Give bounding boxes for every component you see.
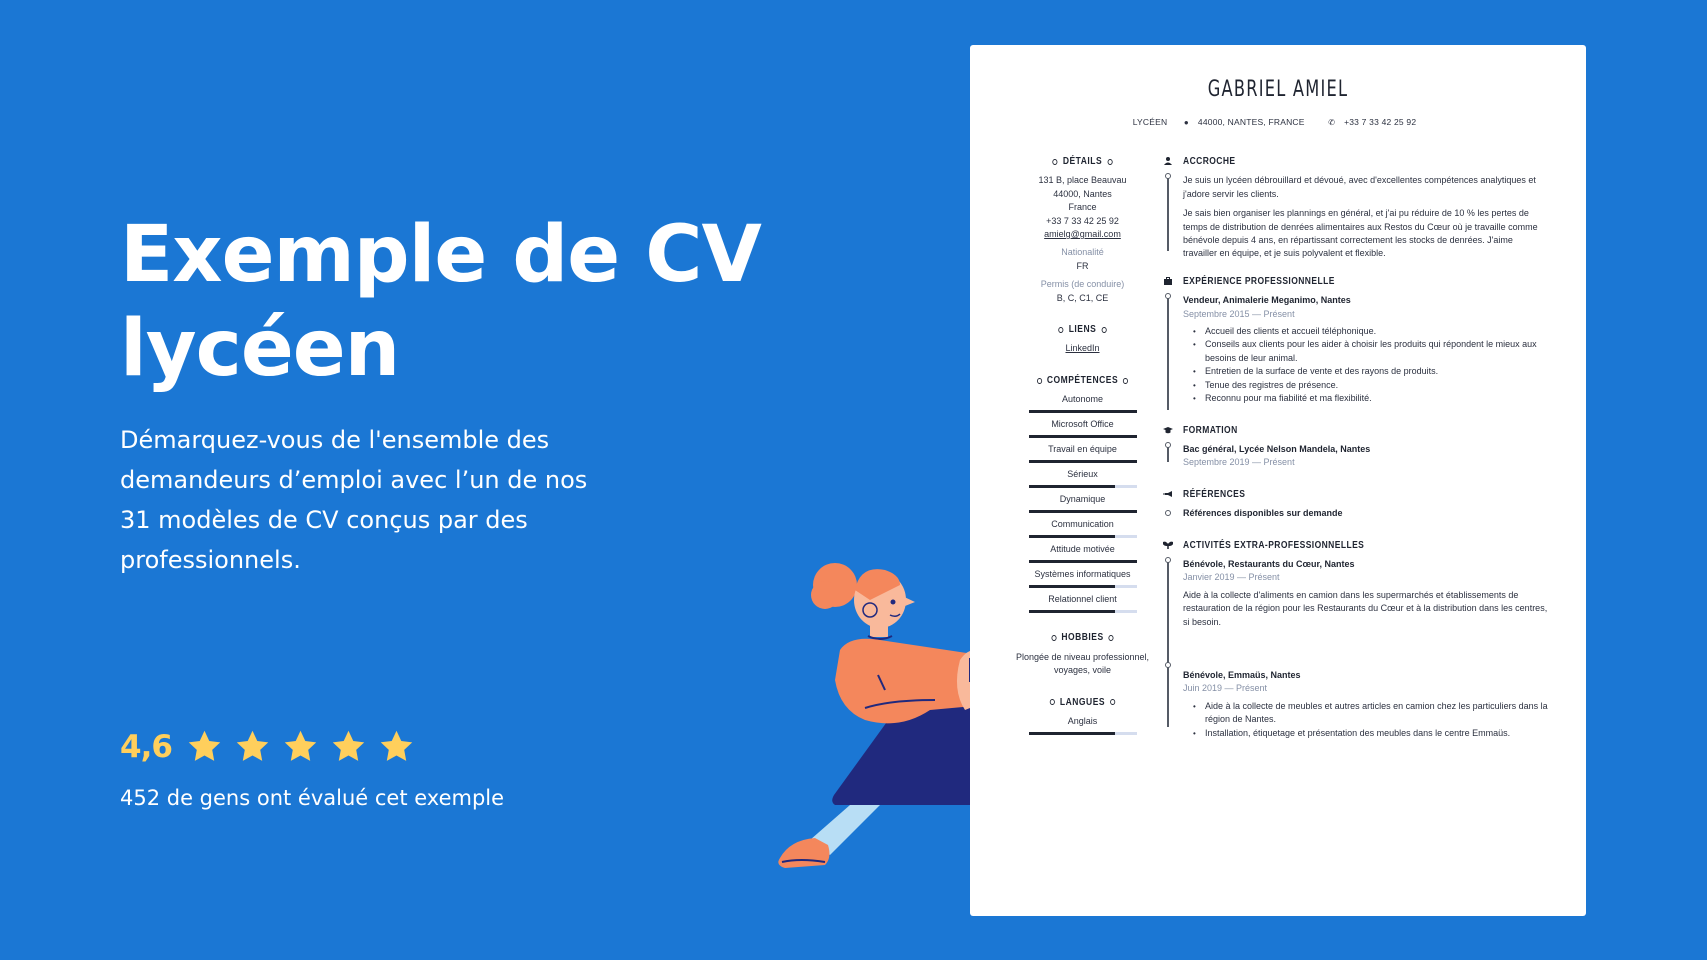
- cv-location: 44000, NANTES, FRANCE: [1197, 117, 1305, 127]
- cv-phone: +33 7 33 42 25 92: [1344, 117, 1417, 127]
- activity-text: Aide à la collecte d'aliments en camion dans les supermarchés et établissements de restauration de la région pour les Restaurants du Cœur et à la distribution dans les centres, si besoin.: [1183, 589, 1548, 627]
- hobbies-text: Plongée de niveau professionnel, voyages, voile: [1015, 651, 1150, 676]
- skill-item: Microsoft Office: [1029, 418, 1137, 438]
- bullet-circle-icon: [1101, 327, 1106, 333]
- languages-section: [1010, 696, 1155, 735]
- skill-level-bar: [1029, 410, 1137, 413]
- timeline-line: [1167, 175, 1169, 251]
- skill-level-bar: [1029, 435, 1137, 438]
- skill-level-bar: [1029, 460, 1137, 463]
- language-item: Anglais: [1029, 715, 1137, 735]
- job-title: Vendeur, Animalerie Meganimo, Nantes: [1183, 295, 1351, 306]
- person-icon: [1163, 156, 1173, 166]
- briefcase-icon: [1163, 276, 1173, 286]
- bullet-circle-icon: [1110, 699, 1115, 705]
- skill-level-bar: [1029, 510, 1137, 513]
- languages-heading: LANGUES: [1059, 696, 1106, 708]
- timeline-node: [1165, 293, 1171, 299]
- woman-pushing-illustration: [730, 540, 990, 880]
- activity-date: Juin 2019 — Présent: [1183, 683, 1268, 694]
- experience-heading: EXPÉRIENCE PROFESSIONNELLE: [1183, 275, 1335, 287]
- skill-item: Communication: [1029, 518, 1137, 538]
- summary-heading: ACCROCHE: [1183, 156, 1236, 167]
- rating: [120, 728, 426, 765]
- details-country: France: [1068, 202, 1097, 213]
- timeline-node: [1165, 442, 1171, 448]
- nationality-label: Nationalité: [1061, 247, 1104, 258]
- timeline-line: [1167, 295, 1169, 410]
- education-title: Bac général, Lycée Nelson Mandela, Nantes: [1183, 443, 1371, 454]
- skill-item: Travail en équipe: [1029, 443, 1137, 463]
- hobbies-section: [1010, 631, 1155, 677]
- timeline-line: [1167, 559, 1169, 727]
- cv-name: GABRIEL AMIEL: [1207, 77, 1349, 102]
- activity-date: Janvier 2019 — Présent: [1183, 572, 1280, 583]
- education-date: Septembre 2019 — Présent: [1183, 457, 1295, 468]
- activity-title: Bénévole, Emmaüs, Nantes: [1183, 669, 1301, 680]
- summary-paragraph: Je sais bien organiser les plannings en général, et j'ai pu réduire de 10 % les pertes de temps de distribution de denrées alimentaires aux Restos du Cœur où je travaille comme bénévole depuis 4 ans, en répartissant correctement les stocks de denrées. J'aime travailler en équipe, et je suis polyvalent et flexible.: [1183, 208, 1538, 259]
- summary-paragraph: Je suis un lycéen débrouillard et dévoué, avec d'excellentes compétences analytiques et j'adore servir les clients.: [1183, 175, 1536, 199]
- bullet-circle-icon: [1053, 159, 1058, 165]
- job-date: Septembre 2015 — Présent: [1183, 308, 1295, 319]
- experience-section: [1158, 275, 1548, 406]
- bullet-circle-icon: [1123, 378, 1128, 384]
- star-icon: [330, 728, 367, 765]
- bullet-circle-icon: [1037, 378, 1042, 384]
- bullet-circle-icon: [1051, 635, 1056, 641]
- details-section: [1010, 155, 1155, 305]
- activity-title: Bénévole, Restaurants du Cœur, Nantes: [1183, 558, 1355, 569]
- skills-section: [1010, 374, 1155, 613]
- bullet-item: • Aide à la collecte de meubles et autres articles en camion chez les particuliers dans la région de Nantes.: [1205, 700, 1548, 727]
- hobbies-heading: HOBBIES: [1061, 632, 1104, 644]
- megaphone-icon: [1163, 489, 1173, 499]
- skill-item: Dynamique: [1029, 493, 1137, 513]
- star-icon: [378, 728, 415, 765]
- bullet-circle-icon: [1059, 327, 1064, 333]
- skill-level-bar: [1029, 585, 1137, 588]
- star-icon: [186, 728, 223, 765]
- skills-heading: COMPÉTENCES: [1046, 374, 1119, 386]
- linkedin-link[interactable]: LinkedIn: [1065, 343, 1100, 354]
- license-label: Permis (de conduire): [1040, 279, 1125, 290]
- bullet-circle-icon: [1107, 159, 1112, 165]
- cv-job-title: LYCÉEN: [1132, 117, 1168, 127]
- skill-item: Relationnel client: [1029, 593, 1137, 613]
- activity-bullets: [1183, 700, 1548, 740]
- map-pin-icon: ●: [1183, 118, 1189, 127]
- details-address1: 131 B, place Beauvau: [1038, 175, 1127, 186]
- references-text: Références disponibles sur demande: [1183, 508, 1343, 519]
- graduation-cap-icon: [1163, 425, 1173, 435]
- timeline-node: [1165, 173, 1171, 179]
- details-email-link[interactable]: amielg@gmail.com: [1044, 229, 1121, 240]
- license-value: B, C, C1, CE: [1056, 292, 1109, 303]
- cv-right-column: [1158, 155, 1548, 754]
- star-icon: [234, 728, 271, 765]
- details-heading: DÉTAILS: [1062, 156, 1103, 167]
- skill-item: Attitude motivée: [1029, 543, 1137, 563]
- language-level-bar: [1029, 732, 1137, 735]
- rating-value: 4,6: [120, 728, 172, 765]
- cv-preview[interactable]: [970, 45, 1586, 916]
- page-title-line-1: Exemple de CV: [120, 210, 761, 300]
- sprout-icon: [1163, 540, 1173, 550]
- bullet-item: • Reconnu pour ma fiabilité et ma flexibilité.: [1205, 392, 1548, 405]
- references-heading: RÉFÉRENCES: [1183, 488, 1246, 500]
- bullet-item: • Tenue des registres de présence.: [1205, 379, 1548, 392]
- skill-level-bar: [1029, 610, 1137, 613]
- bullet-item: • Accueil des clients et accueil téléphonique.: [1205, 325, 1548, 338]
- skill-item: Autonome: [1029, 393, 1137, 413]
- references-section: [1158, 488, 1548, 521]
- activities-heading: ACTIVITÉS EXTRA-PROFESSIONNELLES: [1183, 539, 1365, 551]
- cv-meta: [970, 117, 1586, 127]
- bullet-item: • Installation, étiquetage et présentation des meubles dans le centre Emmaüs.: [1205, 727, 1548, 740]
- skill-level-bar: [1029, 535, 1137, 538]
- details-address2: 44000, Nantes: [1053, 188, 1112, 199]
- bullet-item: • Entretien de la surface de vente et des rayons de produits.: [1205, 365, 1548, 378]
- bullet-circle-icon: [1050, 699, 1055, 705]
- job-bullets: [1183, 325, 1548, 405]
- timeline-node: [1165, 510, 1171, 516]
- skill-item: Systèmes informatiques: [1029, 568, 1137, 588]
- page-title-line-2: lycéen: [120, 304, 400, 394]
- timeline-node: [1165, 557, 1171, 563]
- skill-item: Sérieux: [1029, 468, 1137, 488]
- summary-section: [1158, 155, 1548, 261]
- skill-level-bar: [1029, 485, 1137, 488]
- page-subtitle: Démarquez-vous de l'ensemble des demandeurs d’emploi avec l’un de nos 31 modèles de CV conçus par des professionnels.: [120, 426, 588, 574]
- links-heading: LIENS: [1068, 324, 1097, 336]
- rating-count: 452 de gens ont évalué cet exemple: [120, 786, 505, 810]
- activities-section: [1158, 539, 1548, 740]
- nationality-value: FR: [1076, 260, 1089, 271]
- star-icon: [282, 728, 319, 765]
- bullet-item: • Conseils aux clients pour les aider à choisir les produits qui répondent le mieux aux besoins de leur animal.: [1205, 338, 1548, 365]
- timeline-node: [1165, 662, 1171, 668]
- bullet-circle-icon: [1109, 635, 1114, 641]
- phone-icon: ✆: [1328, 118, 1336, 127]
- details-phone: +33 7 33 42 25 92: [1046, 215, 1119, 226]
- links-section: [1010, 323, 1155, 356]
- page-title: [120, 208, 761, 396]
- skill-level-bar: [1029, 560, 1137, 563]
- education-section: [1158, 424, 1548, 470]
- education-heading: FORMATION: [1183, 424, 1238, 436]
- cv-left-column: [1010, 155, 1155, 745]
